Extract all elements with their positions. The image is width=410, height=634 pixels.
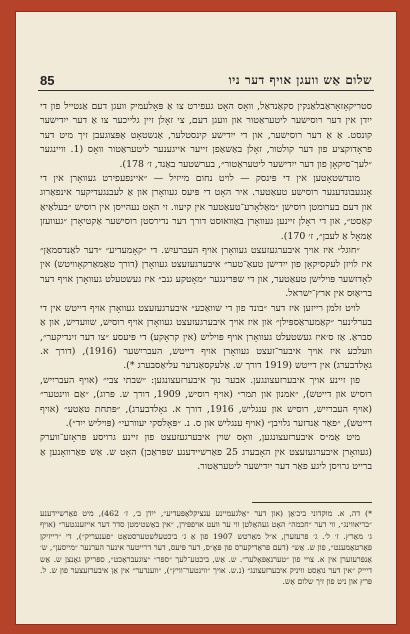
footnotes [40,508,372,588]
footnote-divider [252,502,372,503]
paragraph: מיט אַמ״ס איבערזעצונגען, וואָס שוין איבערגעזעצט פון זיינע גרויסע פּראָזע־ווערק (געוואָרן איבערגעזעצט אין האָבערג 25 פאַרשיידענע שפּראַכן) האָט ש. אַש פאַרוואָנען אַ ברייט גרויסן ליגע פאַר דער ייִדישער ליטעראַטור. [40,432,372,473]
page-number: 85 [40,73,55,88]
footnote: *) דה, א. מוקדוני ביכ׳אַן (און דער ״אַלגעמיינע ענציקלאָפּעדיע״, ייִדן ב׳, ז׳ 462), מיט פאַרשיידענע ״בריאווינג״, ווי דער ״חכמה״ האָט געהאַלטן ווי ער וועט אויפפּירן, ״אין באַשטימטן סדר דער אייזענגטער״ (אויף ג׳ מאַרץ. ז׳ ל׳. ג׳ פּרעזערן, א״ל מאַרטש 1907 פון אַ ג׳ ביכטעלשטערסטאַט ״פענעריק״), די ״רייזיקן פּאַרטאַמענט״, פון ש. אַש״ (דעם פּראַדיקערס פון פּאָ״ס, דער פּיעס, דער דרייטער אינער הערנער ״מייסען״, ש׳ אַנפּרעזערן אין א. צויי פון ״טערנאַפּאָלער״. ש. אַש, ביכטע־לעך ״ספּר״ ״צוגעבראַכט״, ספּריקן גאָנצן ש. אַש דיייק ״אין דער נואַסט וויניק איבערזעצונג״ (נ.ש. אויך ״ווינטער־וויץ״), ״ווענדער״ אין אַן איבערזעצער פון ש. ל. פּרץ און ניט פון זיך שלום אַש. [40,509,372,587]
paragraph: לויט זלמן רייזען איז דער ״בונד פון די שוואַכע״ איבערגעזעצט געוואָרן אויף דייטש אין די בערלינער ״קאַמעראַספּילן״ און איז אויך איבערגעזעצט געוואָרן אויף רוסיש, שוועדיש, און אַ סבראַ. אַז ס׳איז געשטעלט געוואָרן אויף פּויליש (אין קראָקע) די פּיעסע ״צו דער זינדיקער״, וועלכע איז אויך איבער־זעצט געוואָרן אויף דייטש, העבריִשער (1916), (דורך א. גאָלדבערג) אין דייטש (1919 דורך ש. אַלעקסאַנדער עליאַסבערג *). [40,302,372,372]
main-text [40,100,372,475]
paragraph: פון זיינע אויך איבערזעצונגען. אבער נוּך איבערזעצונגען: ״שבתי צבי״ (אויף העבריִיש, רוסיש און דייטש), ״אמנון און תמר״ (אויף רוסיש, 1909, דורך ש. פּרוג), ״אַם ווינטער״ (אויף העבריִיש, רוסיש און ענגליש, 1916, דורך א. גאָלדבערג), ״פּתחת טאַטע״ (אויף דייטש), ״פאַר אַנדזער גלויבן״ (אויף ענגליש און ס. נ. ״פּאָלסקי יעוורעי״ (פּויליש ייִד״). [40,374,372,429]
paragraph: סטריקאָזאָראַבלאַנקין סקאַנדאַל, וואָס האָט געפירט צו אַ פּאָלעמיק וועגן דעם אַנטייל פון די ייִדן אין דער רוסישער ליטעראַטור און וועגן דעם, צי זאָלן זיין גלייכער צו אַ דער ייִדישער קונסט. אַ אַ דער רוסישער, און די ייִדישע קינסטלער, אַנשטאָט אָפּצוגעבן זיך מיט דער פראָדוקציע פון דער קולטור, זאָלן באַשאַפן זייער אייגענער ליטעראַטור וואָס (1. וויינגער ״לעך־סיקאָן פון דער ייִדישער ליטעראַטור״, בערשטער באַנד, ז׳ 178). [40,101,372,170]
paragraph: מונדשטאָטען אין די פּינסק — לויט נחום מייזיל — ״איינפעפירט געוואָרן אין די אָנגעבונדענער רוסישע טעאַטער. איר האָט די פּיעס געוואָרן און אַ לעבנגעדיקער אינפאַרוג און דעם בערומטן רוסישן ״מאַלאָרע־טעאַטער אין קיעוו. זי האָט נעהייסן אין רוסיש ״בעלאַיאַ קאַסט״, און די ראָלן זיינען געוואָרן באַוואוּסט דורך דער נדירסטן רוסישער אַקטיאָרן ״געוועזן אַמאָל אַ לעבן״, ז׳ 170). [40,173,372,242]
page-header [38,72,374,91]
book-page [16,12,396,624]
running-title: שלום אַש וועגן אויף דער ניו [228,73,372,87]
paragraph: ״חוגל״ איז אויך איבערגעזעצט געוואָרן אויף העברעיִש. די ״קאָמעדיע״ ״דער לאַנדסמאַן״ איז לויזן לעקסיקאָן פון ייִדישן טעאַ־טער״ איבערגעזעצט געוואָרן (דורך טאַמאַרקאָוויטש) אין לאָדזשער פּוילישן טעאַטער, און די שפּרינגער ״מאָטקע גנב״ איז געשטעלט געוואָרן אויף דער בריאָוּס אין ארץ־ישראל. [40,245,372,300]
